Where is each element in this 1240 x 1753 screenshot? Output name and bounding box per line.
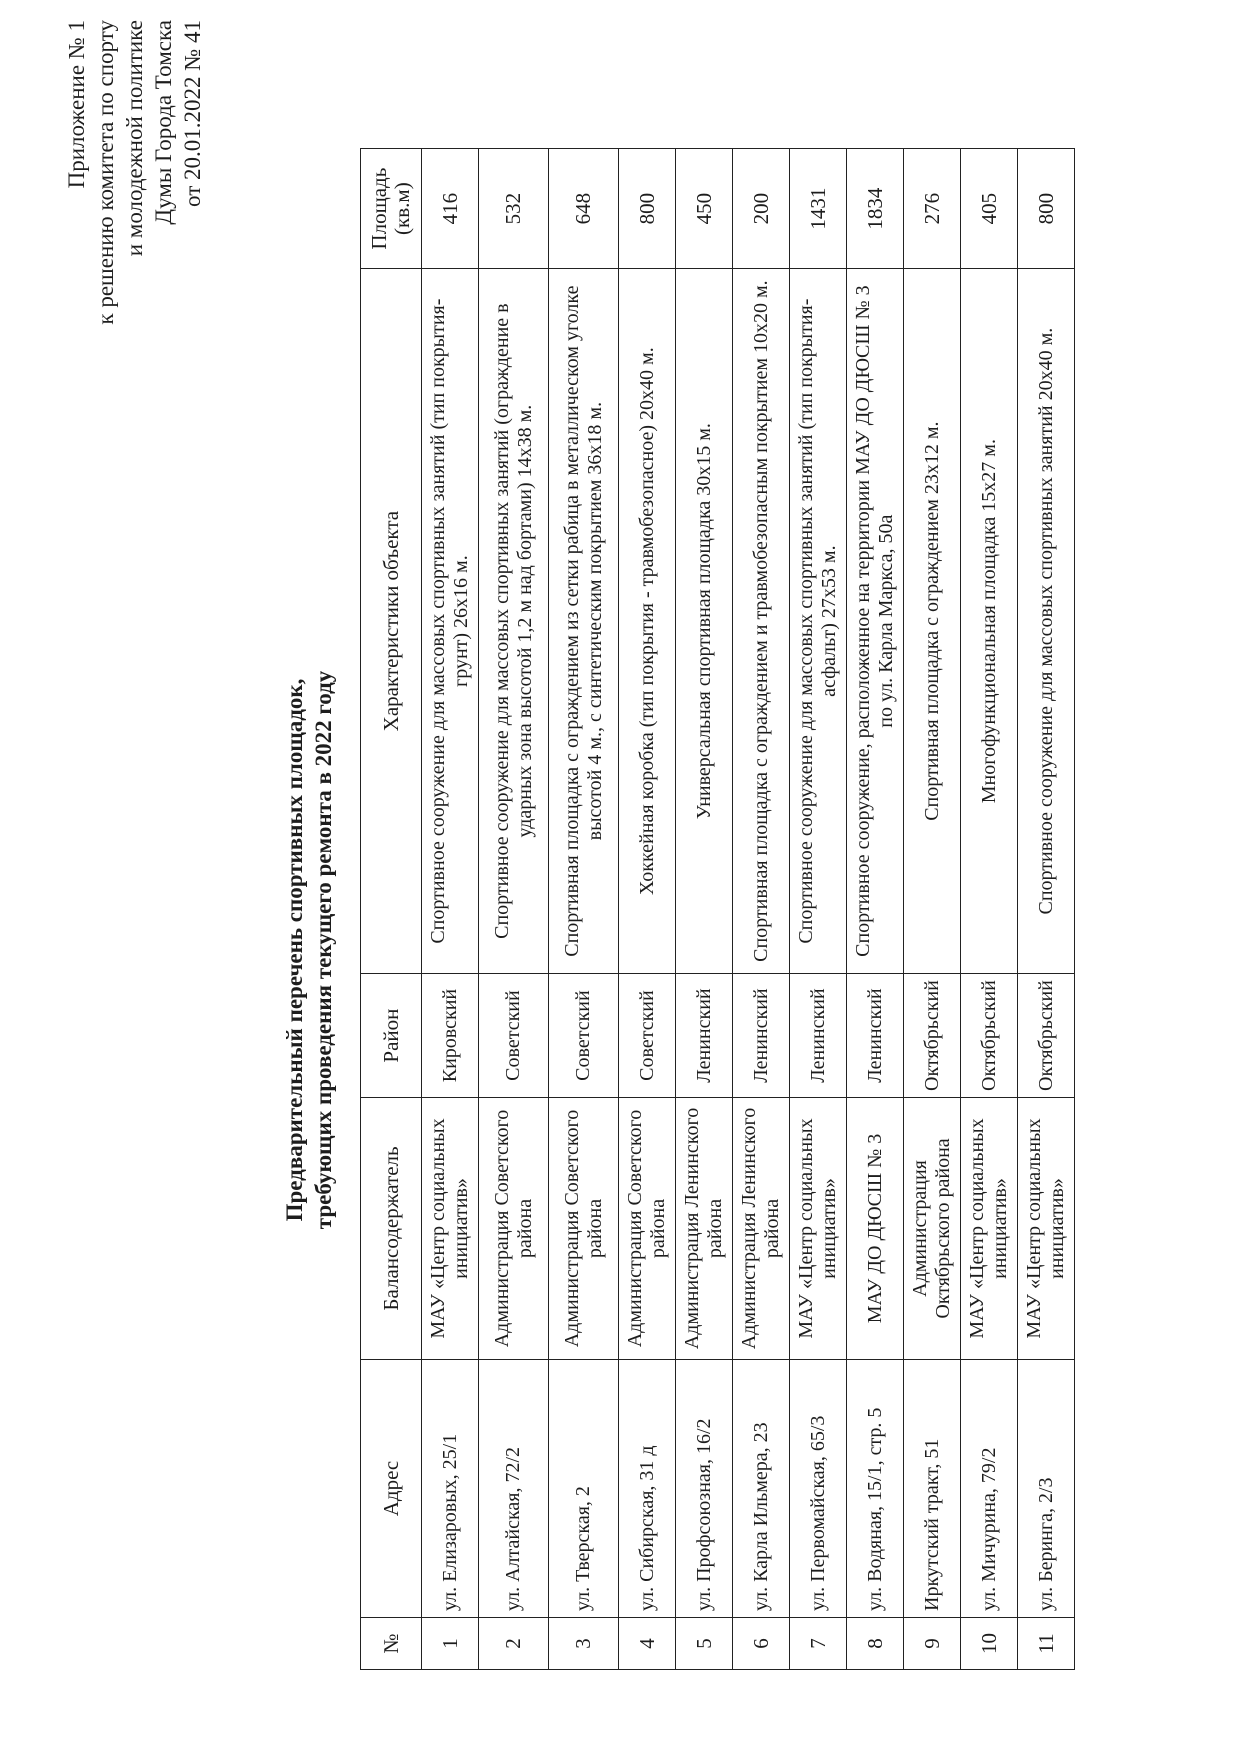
table-row (961, 149, 1018, 1670)
appendix-note (62, 20, 207, 400)
cell-no: 9 (904, 1618, 961, 1670)
cell-holder: Администрация Советского района (549, 1098, 619, 1360)
cell-address: ул. Тверская, 2 (549, 1360, 619, 1618)
cell-area: 405 (961, 149, 1018, 269)
cell-holder: Администрация Ленинского района (733, 1098, 790, 1360)
cell-district: Кировский (422, 974, 479, 1098)
table-header-row (361, 149, 422, 1670)
appendix-line: и молодежной политике (122, 20, 147, 257)
cell-holder: Администрация Октябрьского района (904, 1098, 961, 1360)
header-area-line: Площадь (367, 167, 391, 250)
cell-area: 800 (619, 149, 676, 269)
cell-address: ул. Елизаровых, 25/1 (422, 1360, 479, 1618)
table-row (422, 149, 479, 1670)
header-area-line: (кв.м) (390, 182, 414, 235)
cell-district: Советский (619, 974, 676, 1098)
table-row (676, 149, 733, 1670)
document-title (280, 500, 338, 1400)
title-line: требующих проведения текущего ремонта в 2022 году (311, 670, 336, 1230)
cell-description: Многофункциональная площадка 15х27 м. (961, 269, 1018, 974)
cell-area: 450 (676, 149, 733, 269)
cell-district: Октябрьский (961, 974, 1018, 1098)
cell-address: ул. Сибирская, 31 д (619, 1360, 676, 1618)
header-description: Характеристики объекта (361, 269, 422, 974)
cell-address: Иркутский тракт, 51 (904, 1360, 961, 1618)
cell-no: 10 (961, 1618, 1018, 1670)
cell-holder: МАУ «Центр социальных инициатив» (422, 1098, 479, 1360)
appendix-line: к решению комитета по спорту (93, 20, 118, 325)
cell-description: Спортивное сооружение для массовых спортивных занятий 20х40 м. (1018, 269, 1075, 974)
table-row (790, 149, 847, 1670)
cell-district: Октябрьский (904, 974, 961, 1098)
table-row (619, 149, 676, 1670)
cell-description: Хоккейная коробка (тип покрытия - травмобезопасное) 20х40 м. (619, 269, 676, 974)
cell-holder: Администрация Советского района (619, 1098, 676, 1360)
cell-description: Спортивная площадка с ограждением 23х12 м. (904, 269, 961, 974)
table-row (904, 149, 961, 1670)
cell-address: ул. Профсоюзная, 16/2 (676, 1360, 733, 1618)
cell-description: Спортивное сооружение для массовых спортивных занятий (тип покрытия-асфальт) 27х53 м. (790, 269, 847, 974)
cell-area: 1834 (847, 149, 904, 269)
header-area (361, 149, 422, 269)
cell-no: 6 (733, 1618, 790, 1670)
cell-address: ул. Карла Ильмера, 23 (733, 1360, 790, 1618)
appendix-line: Приложение № 1 (64, 20, 89, 189)
cell-district: Ленинский (790, 974, 847, 1098)
table-container (360, 148, 1075, 1670)
cell-holder: Администрация Советского района (479, 1098, 549, 1360)
table-row (847, 149, 904, 1670)
cell-no: 8 (847, 1618, 904, 1670)
cell-no: 7 (790, 1618, 847, 1670)
table-row (479, 149, 549, 1670)
cell-holder: МАУ «Центр социальных инициатив» (961, 1098, 1018, 1360)
cell-no: 1 (422, 1618, 479, 1670)
header-holder: Балансодержатель (361, 1098, 422, 1360)
cell-description: Спортивная площадка с ограждением и травмобезопасным покрытием 10х20 м. (733, 269, 790, 974)
cell-description: Спортивная площадка с ограждением из сетки рабица в металлическом уголке высотой 4 м., с синтетическим покрытием 36х18 м. (549, 269, 619, 974)
header-address: Адрес (361, 1360, 422, 1618)
cell-description: Спортивное сооружение для массовых спортивных занятий (ограждение в ударных зона высотой 1,2 м над бортами) 14х38 м. (479, 269, 549, 974)
cell-district: Ленинский (847, 974, 904, 1098)
cell-no: 5 (676, 1618, 733, 1670)
table-row (1018, 149, 1075, 1670)
cell-area: 648 (549, 149, 619, 269)
cell-district: Октябрьский (1018, 974, 1075, 1098)
cell-holder: МАУ «Центр социальных инициатив» (1018, 1098, 1075, 1360)
cell-address: ул. Алтайская, 72/2 (479, 1360, 549, 1618)
cell-district: Советский (479, 974, 549, 1098)
cell-area: 800 (1018, 149, 1075, 269)
cell-description: Спортивное сооружение, расположенное на территории МАУ ДО ДЮСШ № 3 по ул. Карла Маркса, 50а (847, 269, 904, 974)
cell-district: Ленинский (733, 974, 790, 1098)
cell-no: 3 (549, 1618, 619, 1670)
appendix-line: от 20.01.2022 № 41 (180, 20, 205, 207)
sports-grounds-table (360, 148, 1075, 1670)
cell-area: 200 (733, 149, 790, 269)
cell-address: ул. Мичурина, 79/2 (961, 1360, 1018, 1618)
header-no: № (361, 1618, 422, 1670)
cell-holder: МАУ «Центр социальных инициатив» (790, 1098, 847, 1360)
cell-area: 532 (479, 149, 549, 269)
cell-description: Универсальная спортивная площадка 30х15 м. (676, 269, 733, 974)
cell-address: ул. Водяная, 15/1, стр. 5 (847, 1360, 904, 1618)
cell-no: 4 (619, 1618, 676, 1670)
appendix-line: Думы Города Томска (151, 20, 176, 225)
cell-address: ул. Первомайская, 65/3 (790, 1360, 847, 1618)
cell-description: Спортивное сооружение для массовых спортивных занятий (тип покрытия-грунт) 26х16 м. (422, 269, 479, 974)
cell-holder: Администрация Ленинского района (676, 1098, 733, 1360)
table-row (733, 149, 790, 1670)
table-row (549, 149, 619, 1670)
header-district: Район (361, 974, 422, 1098)
cell-area: 1431 (790, 149, 847, 269)
cell-no: 2 (479, 1618, 549, 1670)
cell-area: 416 (422, 149, 479, 269)
cell-address: ул. Беринга, 2/3 (1018, 1360, 1075, 1618)
cell-district: Советский (549, 974, 619, 1098)
title-line: Предварительный перечень спортивных площадок, (282, 678, 307, 1222)
cell-holder: МАУ ДО ДЮСШ № 3 (847, 1098, 904, 1360)
cell-area: 276 (904, 149, 961, 269)
cell-no: 11 (1018, 1618, 1075, 1670)
cell-district: Ленинский (676, 974, 733, 1098)
